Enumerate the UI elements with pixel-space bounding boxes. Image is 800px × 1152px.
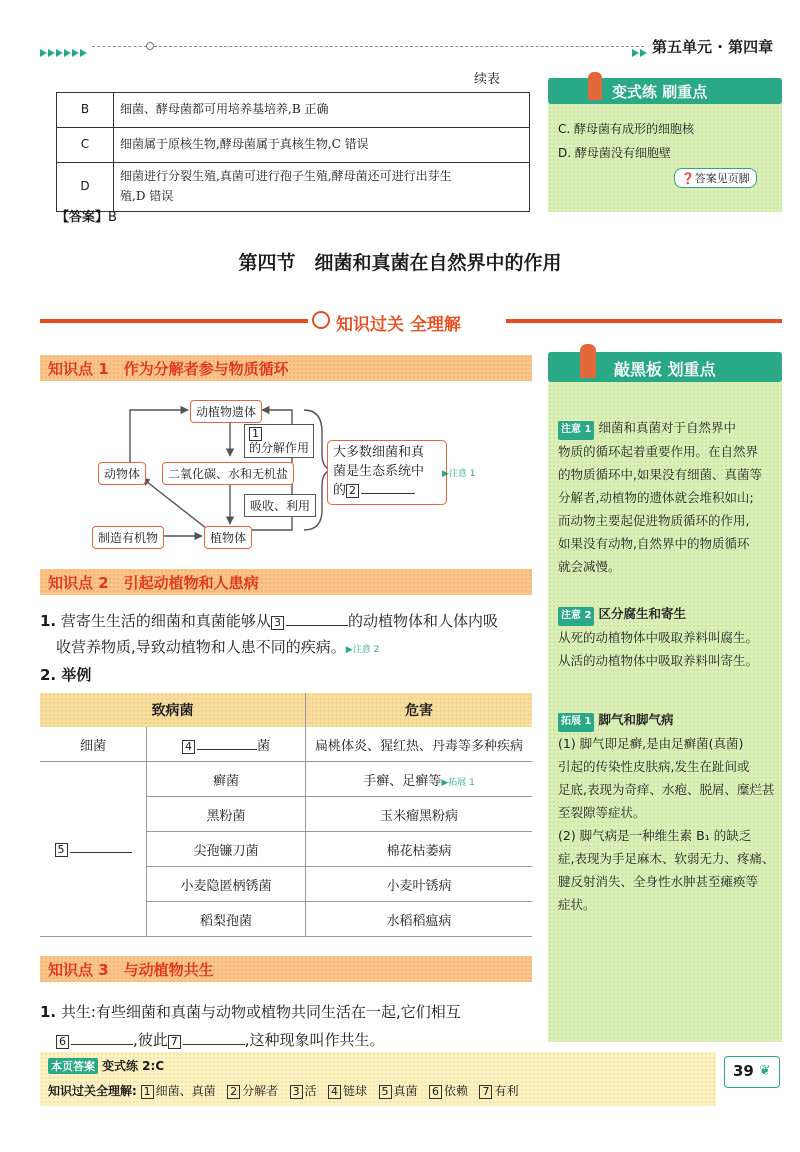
note-tag: 注意 1 [558, 421, 594, 440]
fill-blank[interactable] [71, 1044, 133, 1045]
brace-box: 大多数细菌和真 菌是生态系统中 的 2 [327, 440, 447, 505]
kp2-item2: 2. 举例 [40, 666, 92, 684]
row-text: 细菌、酵母菌都可用培养基培养,B 正确 [114, 93, 530, 128]
answer-line [56, 206, 117, 225]
fill-blank[interactable] [70, 852, 132, 853]
banner [310, 308, 504, 334]
blank-number: 7 [168, 1035, 181, 1049]
fill-blank[interactable] [197, 749, 257, 750]
table-header: 危害 [306, 693, 532, 727]
node-plant: 植物体 [204, 526, 252, 549]
person-icon [580, 344, 596, 378]
fungus-harm: 手癣、足癣等▶拓展 1 [306, 762, 532, 797]
decompose-label: 的分解作用 [249, 441, 310, 455]
table-row [40, 762, 532, 797]
footer-line1: 本页答案 变式练 2:C [48, 1057, 164, 1074]
node-inorganic: 二氧化碳、水和无机盐 [162, 462, 294, 485]
pathogen-table [40, 693, 532, 937]
extension1: 拓展 1 脚气和脚气病 (1) 脚气即足癣,是由足癣菌(真菌) 引起的传染性皮肤病,发生在趾间或 足底,表现为奇痒、水疱、脱屑、糜烂甚 至裂隙等症状。 (2) 脚气病是一种维生素 B₁ 的缺乏 症,表现为手足麻木、软弱无力、疼痛、 腱反射消失、全身性水肿甚至瘫痪等 症状。 [558, 712, 775, 913]
blank-number: 2 [346, 484, 359, 498]
row-key: B [57, 93, 114, 128]
fungus-name: 癣菌 [147, 762, 306, 797]
banner-line-right [506, 319, 782, 323]
footer-line2: 知识过关全理解: 1 细菌、真菌 2 分解者 3 活 4 链球 5 真菌 6 依赖 7 有利 [48, 1084, 519, 1098]
row-key: D [57, 163, 114, 212]
answer-link[interactable]: ❓答案见页脚 [674, 168, 757, 188]
table-row [57, 163, 530, 212]
bacteria-cell: 4 菌 [147, 727, 306, 762]
fungus-name: 小麦隐匿柄锈菌 [147, 867, 306, 902]
header-arrows [40, 42, 88, 61]
note2: 注意 2 区分腐生和寄生 从死的动植物体中吸取养料叫腐生。 从活的动植物体中吸取养料叫寄生。 [558, 606, 759, 668]
node-absorb: 吸收、利用 [244, 494, 316, 517]
arrow-animal-to-remains [130, 410, 188, 462]
header-arrows-right [632, 42, 648, 61]
page-answer-tag: 本页答案 [48, 1058, 98, 1074]
fungus-name: 稻梨孢菌 [147, 902, 306, 937]
kp2-header [40, 569, 532, 595]
table-row [57, 128, 530, 163]
note1: 注意 1 细菌和真菌对于自然界中 物质的循环起着重要作用。在自然界 的物质循环中,如果没有细菌、真菌等 分解者,动植物的遗体就会堆积如山; 而动物主要起促进物质循环的作用, 如果没有动物,自然界中的物质循环 就会减慢。 [558, 420, 762, 575]
row-text [114, 163, 530, 212]
note-link[interactable]: ▶拓展 1 [441, 777, 475, 788]
continuation-label: 续表 [474, 72, 501, 87]
variant-option: C. 酵母菌有成形的细胞核 [558, 122, 695, 136]
arrow-plant-to-animal [142, 478, 206, 528]
answer-value: B [108, 210, 117, 225]
side-panel-header [548, 352, 782, 382]
table-row [40, 693, 532, 727]
kp3-header [40, 956, 532, 982]
banner-line-left [40, 319, 308, 323]
header-divider [92, 46, 147, 47]
blank-number: 3 [271, 616, 284, 630]
table-row [40, 727, 532, 762]
node-animal: 动物体 [98, 462, 146, 485]
kp2-title: 知识点 2 引起动植物和人患病 [48, 574, 259, 592]
section-title: 第四节 细菌和真菌在自然界中的作用 [238, 252, 562, 274]
banner-title: 知识过关 全理解 [336, 315, 461, 335]
kp1-title: 知识点 1 作为分解者参与物质循环 [48, 360, 289, 378]
header-divider-long [154, 46, 644, 47]
info-icon: ❓ [681, 172, 695, 185]
side-panel [548, 352, 782, 1042]
fungus-name: 黑粉菌 [147, 797, 306, 832]
variant-panel-header [548, 78, 782, 104]
note-tag: 注意 2 [558, 607, 594, 626]
row-text-line: 细菌进行分裂生殖,真菌可进行孢子生殖,酵母菌还可进行出芽生 [120, 169, 452, 183]
kp3-item1: 1. 共生:有些细菌和真菌与动物或植物共同生活在一起,它们相互 6 ,彼此 7 ,这种现象叫作共生。 [40, 1003, 461, 1049]
kp1-header [40, 355, 532, 381]
bacteria-harm: 扁桃体炎、猩红热、丹毒等多种疾病 [306, 727, 532, 762]
fungus-harm: 棉花枯萎病 [306, 832, 532, 867]
row-text-line: 殖,D 错误 [120, 188, 174, 203]
footer-answers [40, 1052, 716, 1106]
variant-panel [548, 78, 782, 212]
person-icon [588, 72, 602, 100]
fill-blank[interactable] [183, 1044, 245, 1045]
table-header: 致病菌 [40, 693, 306, 727]
blank-number: 1 [249, 427, 262, 441]
fungus-name: 尖孢镰刀菌 [147, 832, 306, 867]
header-circle [146, 42, 154, 50]
kp3-title: 知识点 3 与动植物共生 [48, 961, 214, 979]
page-number: 39 ❦ [724, 1056, 780, 1088]
table-row [57, 93, 530, 128]
unit-title: 第五单元 · 第四章 [652, 38, 774, 56]
node-organic: 制造有机物 [92, 526, 164, 549]
note-link[interactable]: ▶注意 2 [345, 645, 380, 655]
kp2-item1: 1. 营寄生生活的细菌和真菌能够从 3 的动植物体和人体内吸 收营养物质,导致动植物和人患不同的疾病。▶注意 2 [40, 612, 498, 656]
variant-option: D. 酵母菌没有细胞壁 [558, 146, 671, 160]
node-decompose [244, 424, 314, 458]
answer-label: 【答案】 [56, 210, 109, 225]
fungus-harm: 水稻稻瘟病 [306, 902, 532, 937]
row-key: C [57, 128, 114, 163]
side-panel-title: 敲黑板 划重点 [614, 360, 716, 379]
sprout-icon: ❦ [759, 1063, 771, 1079]
banner-icon [312, 311, 330, 329]
bacteria-label: 细菌 [40, 727, 147, 762]
fungus-harm: 玉米瘤黑粉病 [306, 797, 532, 832]
fill-blank[interactable] [361, 493, 415, 494]
fungi-cell: 5 [40, 762, 147, 937]
row-text: 细菌属于原核生物,酵母菌属于真核生物,C 错误 [114, 128, 530, 163]
fungus-harm: 小麦叶锈病 [306, 867, 532, 902]
blank-number: 6 [56, 1035, 69, 1049]
continuation-table [56, 92, 530, 212]
fill-blank[interactable] [286, 625, 348, 626]
node-remains: 动植物遗体 [190, 400, 262, 423]
note-tag: 拓展 1 [558, 713, 594, 732]
variant-panel-title: 变式练 刷重点 [612, 83, 708, 101]
note-link[interactable]: ▶注意 1 [442, 469, 476, 479]
